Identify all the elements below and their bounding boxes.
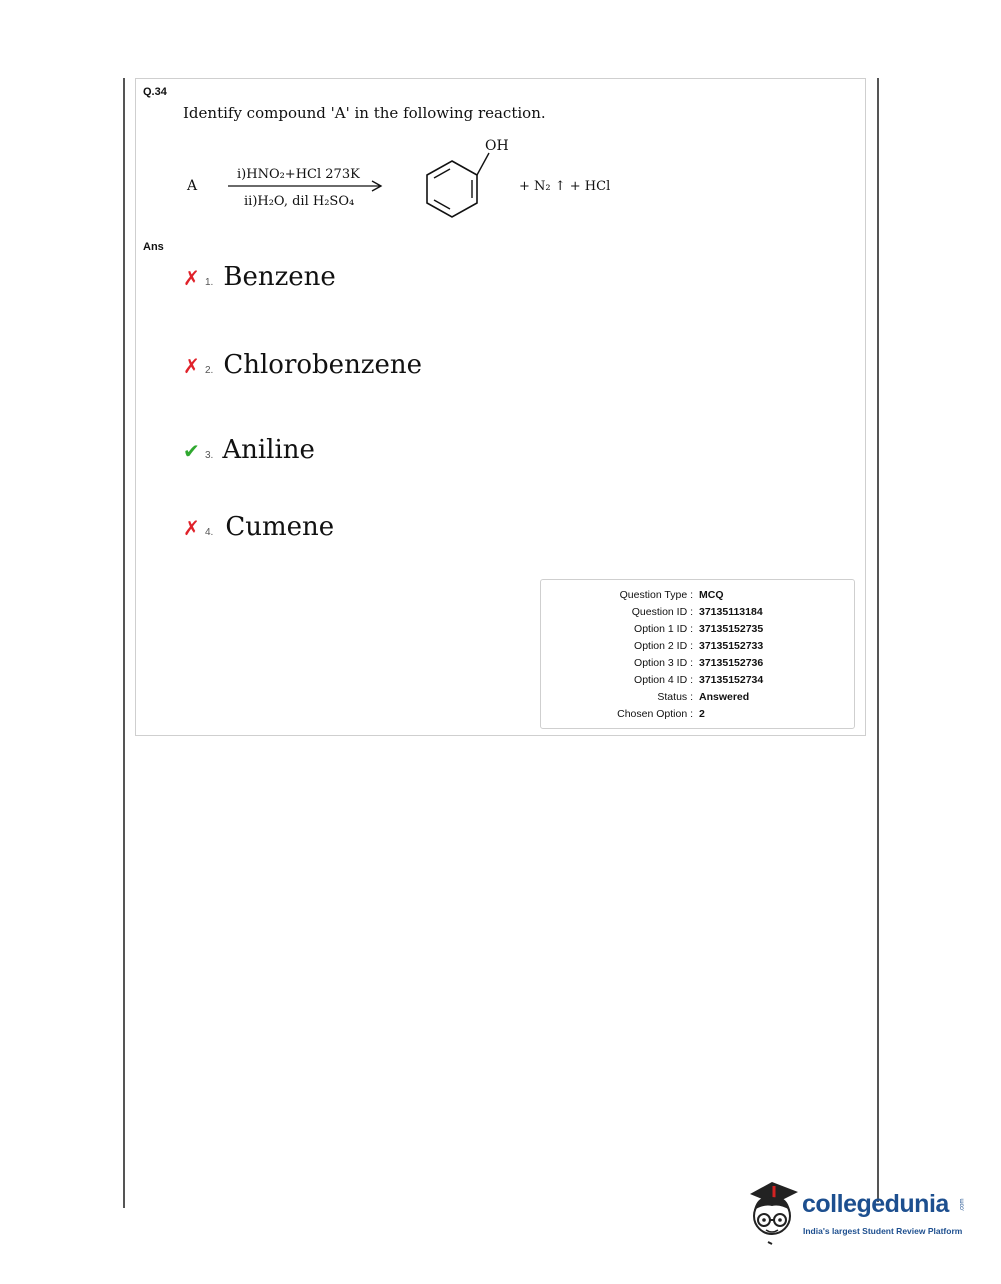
- mascot-icon: [740, 1176, 804, 1248]
- reaction-arrow: [226, 178, 386, 194]
- logo-name: collegedunia: [802, 1190, 949, 1218]
- option-text: Chlorobenzene: [223, 350, 423, 380]
- right-border-line: [877, 78, 879, 1202]
- reaction-condition-top: i)HNO₂+HCl 273K: [237, 167, 360, 182]
- option-4: [183, 512, 334, 542]
- option-text: Cumene: [225, 512, 335, 542]
- wrong-mark-icon: ✗: [183, 356, 200, 378]
- option-number: 2.: [205, 365, 214, 376]
- question-info-box: Question Type : MCQ Question ID : 37135113184 Option 1 ID : 37135152735 Option 2 ID : 37135152733 Option 3 ID : 37135152736 Option 4 ID : 37135152734 Status : Answered Chosen Option : 2: [540, 579, 855, 729]
- answer-label: Ans: [143, 241, 164, 253]
- wrong-mark-icon: ✗: [183, 268, 200, 290]
- reactant-label: A: [187, 178, 198, 194]
- reaction-byproducts: + N₂ ↑ + HCl: [519, 179, 611, 194]
- correct-check-icon: ✔: [183, 441, 200, 463]
- question-text: Identify compound 'A' in the following reaction.: [183, 104, 546, 122]
- logo-tagline: India's largest Student Review Platform: [803, 1226, 963, 1236]
- option-text: Aniline: [222, 435, 315, 465]
- option-2: [183, 350, 422, 380]
- logo-suffix: .com: [959, 1198, 966, 1212]
- left-border-line: [123, 78, 125, 1208]
- option-3: [183, 435, 315, 465]
- option-number: 4.: [205, 527, 214, 538]
- option-text: Benzene: [223, 262, 336, 292]
- wrong-mark-icon: ✗: [183, 518, 200, 540]
- option-number: 3.: [205, 450, 214, 461]
- reaction-scheme: [180, 134, 640, 224]
- option-number: 1.: [205, 277, 214, 288]
- question-number: Q.34: [143, 86, 167, 98]
- product-hydroxyl-group: OH: [485, 138, 509, 154]
- reaction-condition-bottom: ii)H₂O, dil H₂SO₄: [244, 194, 355, 209]
- collegedunia-logo: [740, 1176, 980, 1248]
- option-1: [183, 262, 336, 292]
